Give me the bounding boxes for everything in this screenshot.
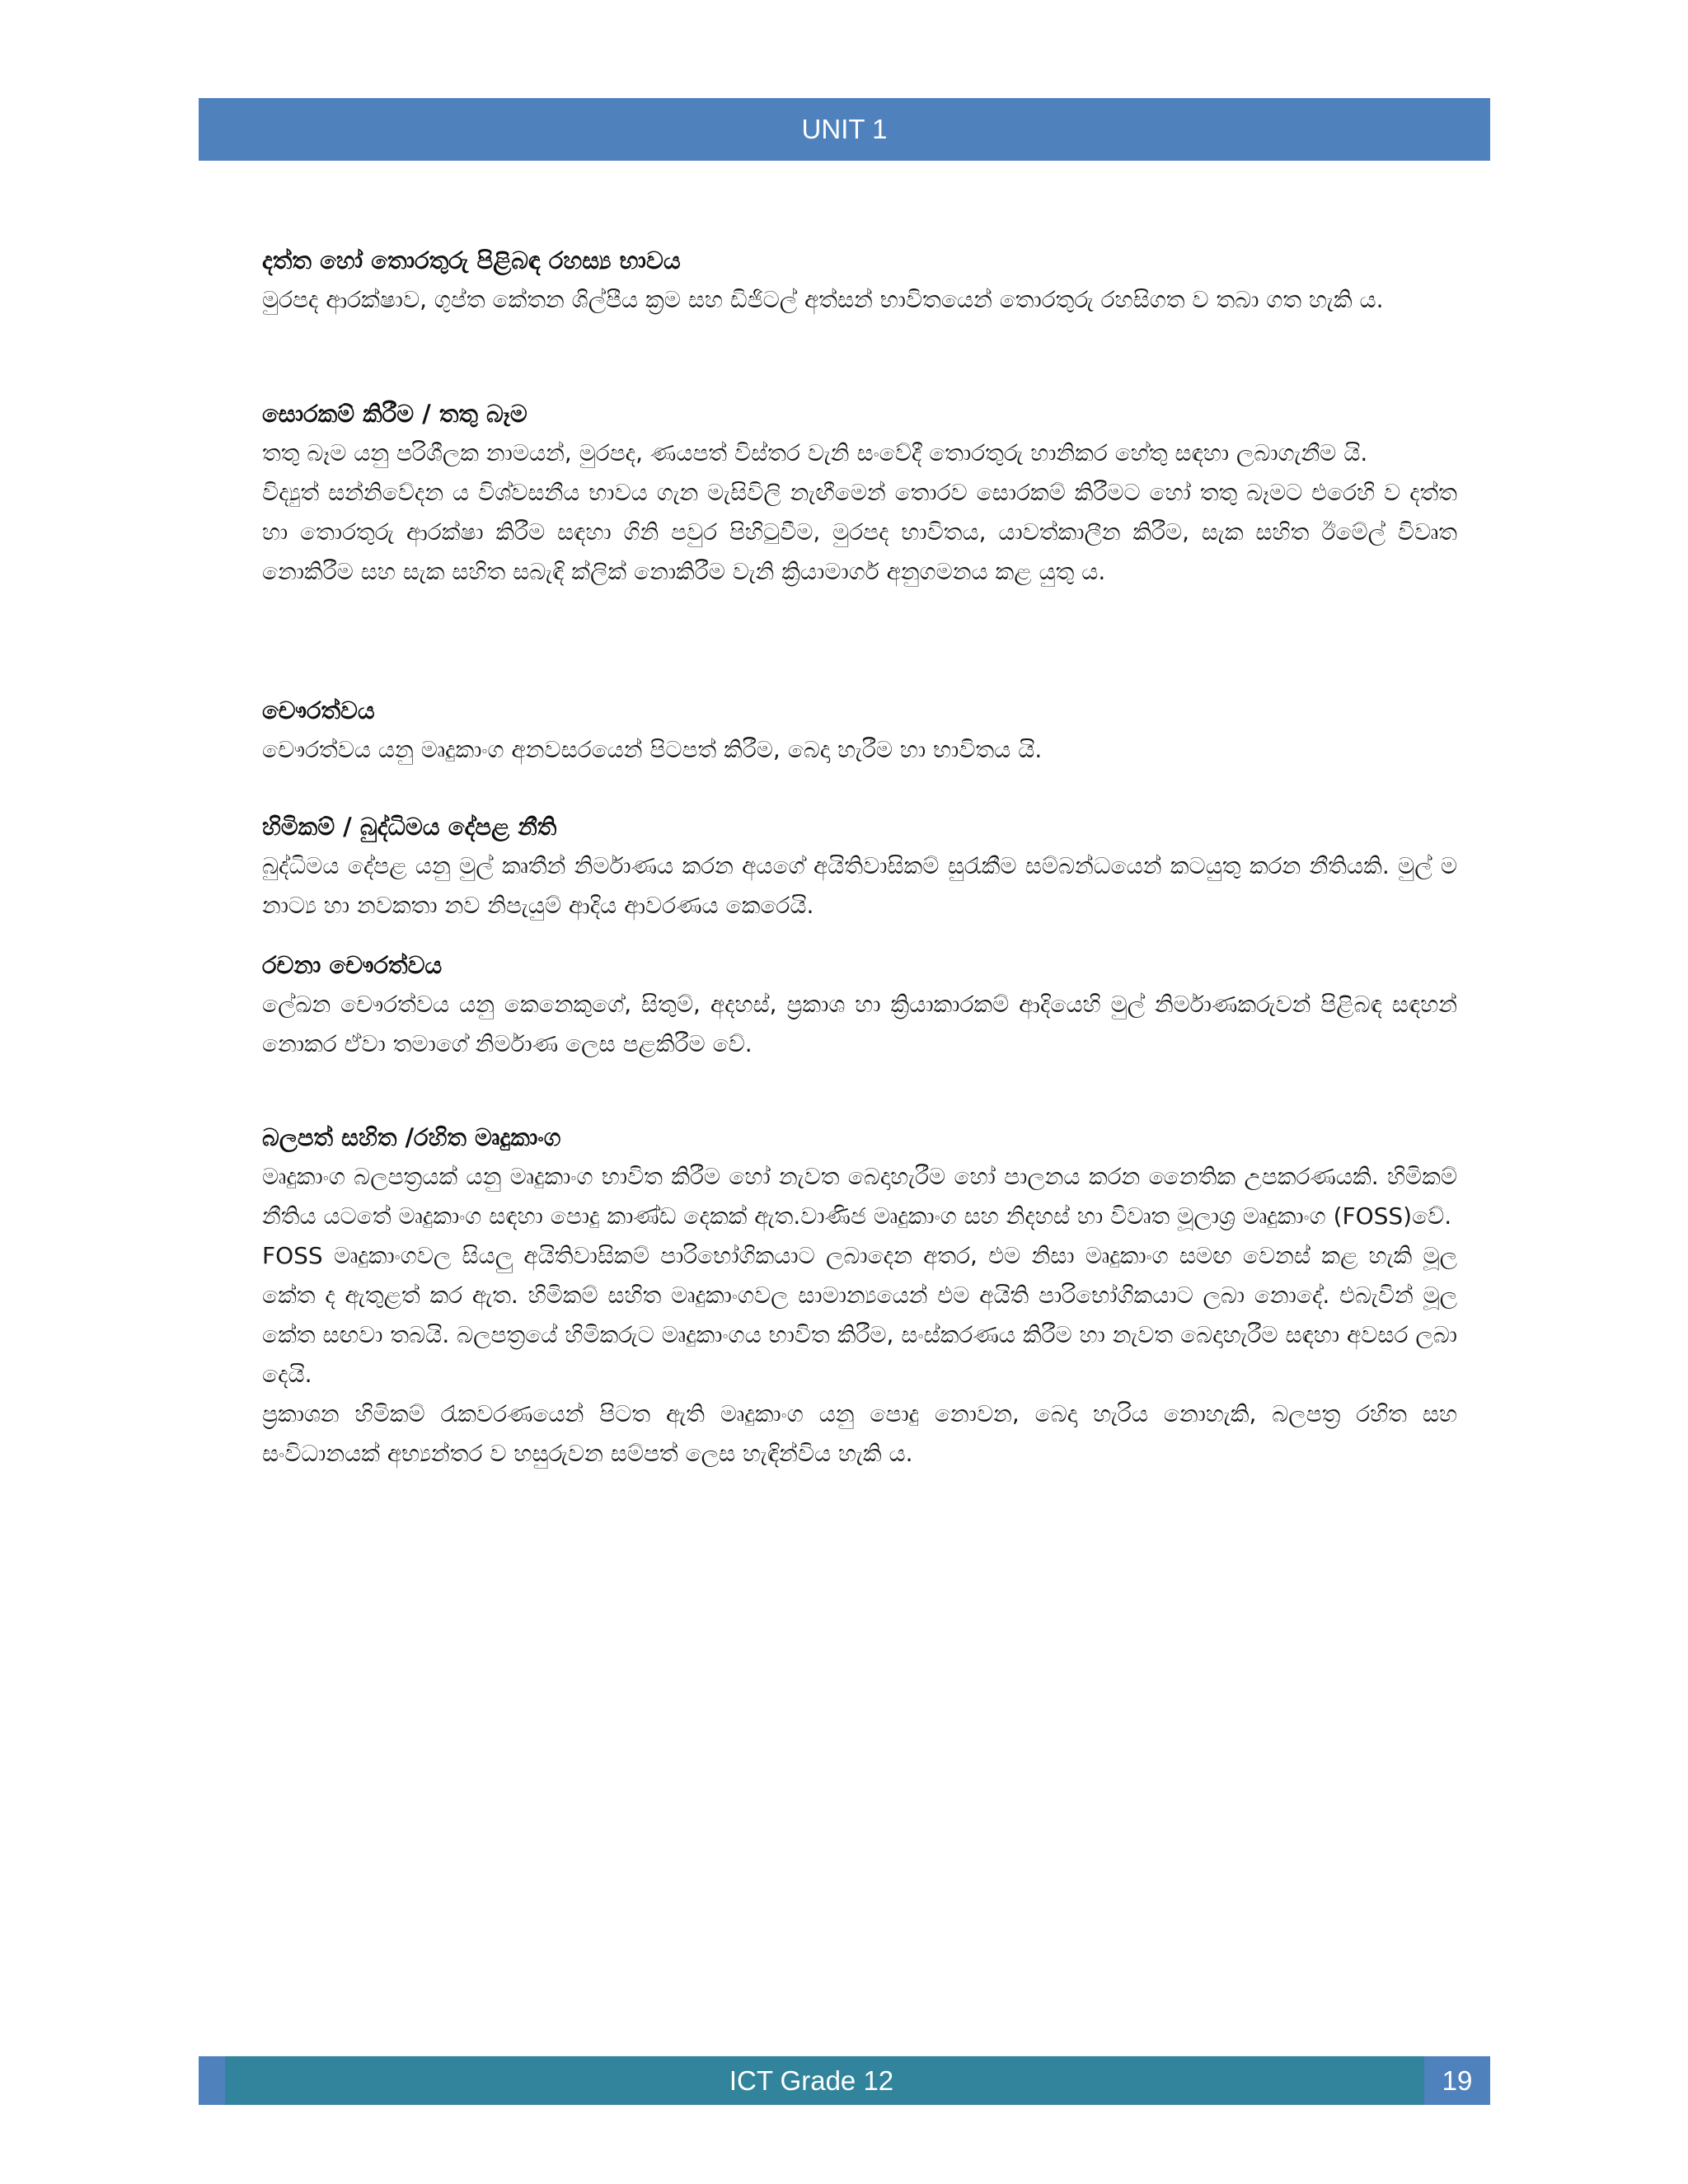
unit-title: UNIT 1 <box>801 114 888 144</box>
page-number: 19 <box>1424 2056 1490 2105</box>
section-paragraph: තතු බෑම යනු පරිශීලක නාමයන්, මුරපද, ණයපත් විස්තර වැනි සංවේදී තොරතුරු හානිකර හේතු සඳහා ලබාගැනීම යි. <box>262 439 1368 466</box>
section-paragraph: ලේඛන චෞරත්වය යනු කෙනෙකුගේ, සිතුම්, අදහස්, ප්‍රකාශ හා ක්‍රියාකාරකම් ආදියෙහි මුල් නිර්මාණකරුවන් පිළිබඳ සඳහන් නොකර ඒවා තමාගේ නිර්මාණ ලෙස පළකිරීම වේ. <box>262 991 1457 1057</box>
section-piracy <box>262 694 1042 770</box>
section-copyright-ip <box>262 810 1457 926</box>
section-heading: සොරකම් කිරීම / තතු බෑම <box>262 400 528 428</box>
section-heading: රචනා චෞරත්වය <box>262 951 443 979</box>
footer-title: ICT Grade 12 <box>729 2064 894 2096</box>
section-licensed-software <box>262 1121 1457 1474</box>
section-theft-phishing <box>262 397 1457 592</box>
section-confidentiality <box>262 244 1384 320</box>
section-paragraph: චෞරත්වය යනු මෘදුකාංග අනවසරයෙන් පිටපත් කිරීම, බෙදා හැරීම හා භාවිතය යි. <box>262 736 1043 763</box>
section-paragraph: FOSS මෘදුකාංගවල සියලු අයිතිවාසිකම් පාරිභෝගිකයාට ලබාදෙන අතර, එම නිසා මෘදුකාංග සමඟ වෙනස් කළ හැකි මූල කේත ද ඇතුළත් කර ඇත. හිමිකම් සහිත මෘදුකාංගවල සාමාන්‍යයෙන් එම අයිති පාරිභෝගිකයාට ලබා නොදේ. එබැවින් මූල කේත සඟවා තබයි. බලපත්‍රයේ හිමිකරුට මෘදුකාංගය භාවිත කිරීම, සංස්කරණය කිරීම හා නැවත බෙදාහැරීම සඳහා අවසර ලබා දෙයි. <box>262 1242 1457 1388</box>
section-paragraph: විද්‍යුත් සන්නිවේදන ය විශ්වසනීය භාවය ගැන මැසිවිලි නැඟීමෙන් තොරව සොරකම් කිරීමට හෝ තතු බෑමට එරෙහි ව දත්ත හා තොරතුරු ආරක්ෂා කිරීම සඳහා ගිනි පවුර පිහිටුවීම, මුරපද භාවිතය, යාවත්කාලීන කිරීම, සැක සහිත ඊමේල් විවෘත නොකිරීම සහ සැක සහිත සබැඳි ක්ලික් නොකිරීම වැනි ක්‍රියාමාර්ග අනුගමනය කළ යුතු ය. <box>262 479 1457 585</box>
header-bar <box>199 98 1490 161</box>
section-paragraph: මෘදුකාංග බලපත්‍රයක් යනු මෘදුකාංග භාවිත කිරීම හෝ නැවත බෙදාහැරීම හෝ පාලනය කරන නෛතික උපකරණයකි. හිමිකම් නීතිය යටතේ මෘදුකාංග සඳහා පොදු කාණ්ඩ දෙකක් ඇත.වාණිජ මෘදුකාංග සහ නිදහස් හා විවෘත මූලාශ්‍ර මෘදුකාංග (FOSS)වේ. <box>262 1163 1457 1230</box>
section-heading: දත්ත හෝ තොරතුරු පිළිබඳ රහස්‍ය භාවය <box>262 246 681 274</box>
section-heading: චෞරත්වය <box>262 696 375 724</box>
section-paragraph: බුද්ධිමය දේපළ යනු මුල් කෘතීන් නිර්මාණය කරන අයගේ අයිතිවාසිකම් සුරැකීම සම්බන්ධයෙන් කටයුතු කරන නීතියකි. මුල් ම නාට්‍ය හා නවකතා නව නිපැයුම් ආදිය ආවරණය කෙරෙයි. <box>262 852 1457 919</box>
footer-bar <box>199 2056 1490 2105</box>
section-paragraph: මුරපද ආරක්ෂාව, ගුප්ත කේතන ශිල්පීය ක්‍රම සහ ඩිජිටල් අත්සන් භාවිතයෙන් තොරතුරු රහසිගත ව තබා ගත හැකි ය. <box>262 286 1384 313</box>
section-paragraph: ප්‍රකාශන හිමිකම් රැකවරණයෙන් පිටත ඇති මෘදුකාංග යනු පොදු නොවන, බෙදා හැරිය නොහැකි, බලපත්‍ර රහිත සහ සංවිධානයක් අභ්‍යන්තර ව හසුරුවන සම්පත් ලෙස හැඳින්විය හැකි ය. <box>262 1400 1457 1467</box>
section-heading: හිමිකම් / බුද්ධිමය දේපළ නීති <box>262 813 557 841</box>
section-plagiarism <box>262 949 1457 1064</box>
section-heading: බලපත් සහිත /රහිත මෘදුකාංග <box>262 1123 561 1151</box>
